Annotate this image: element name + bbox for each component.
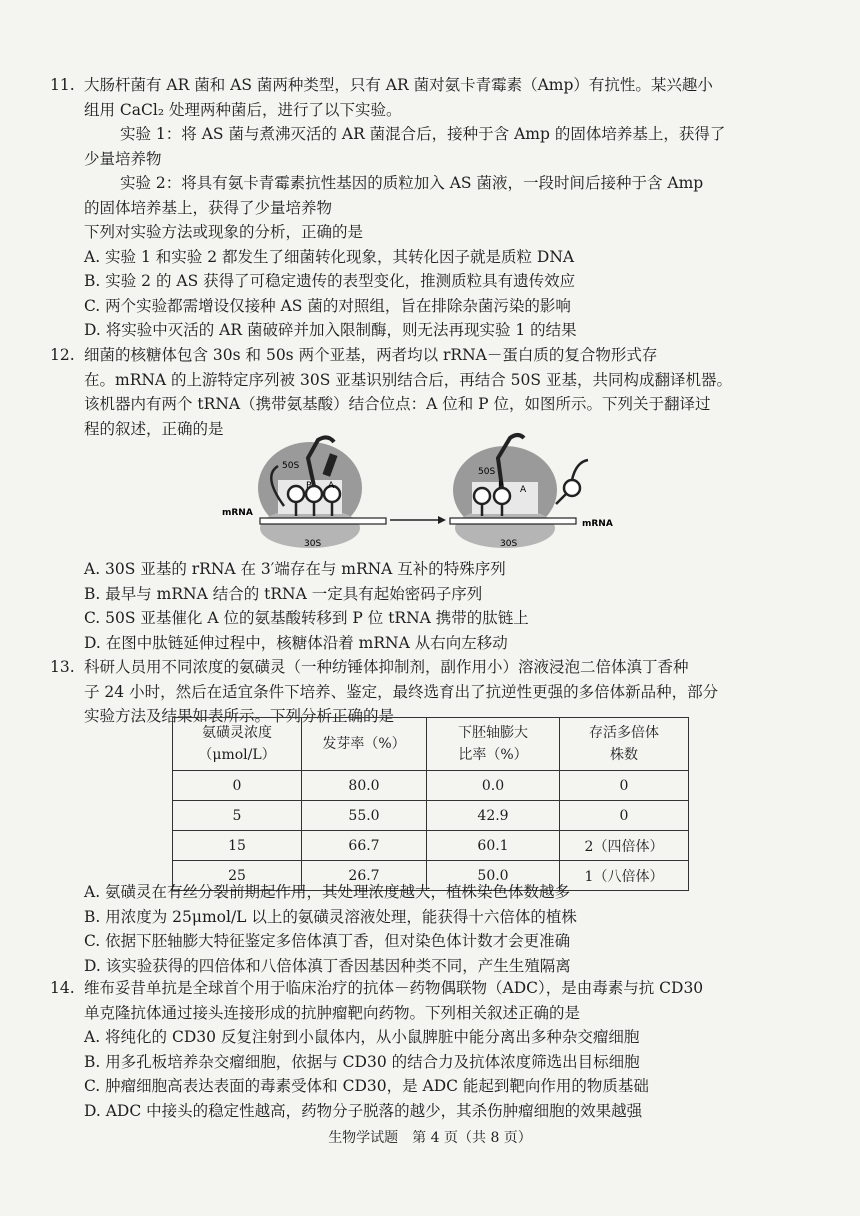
- label-p-site: P: [306, 481, 312, 491]
- option-b: B. 最早与 mRNA 结合的 tRNA 一定具有起始密码子序列: [84, 584, 483, 603]
- option-a: A. 将纯化的 CD30 反复注射到小鼠体内，从小鼠脾脏中能分离出多种杂交瘤细胞: [84, 1028, 640, 1046]
- table-cell: 0: [560, 771, 689, 801]
- label-50s: 50S: [478, 467, 496, 477]
- option-d: D. ADC 中接头的稳定性越高，药物分子脱落的越少，其杀伤肿瘤细胞的效果越强: [84, 1101, 643, 1120]
- label-50s: 50S: [282, 461, 300, 471]
- trna-loop: [288, 486, 304, 502]
- table-cell: 26.7: [302, 861, 427, 891]
- column-header: 发芽率（%）: [302, 718, 427, 771]
- table-cell: 66.7: [302, 831, 427, 861]
- option-b: B. 实验 2 的 AS 获得了可稳定遗传的表型变化，推测质粒具有遗传效应: [84, 272, 576, 290]
- label-a-site: A: [520, 485, 527, 495]
- question-12-options: [50, 557, 790, 655]
- question-number: 12.: [50, 346, 75, 364]
- ribosome-left: [258, 437, 362, 549]
- table-cell: 15: [173, 831, 302, 861]
- option-a: A. 实验 1 和实验 2 都发生了细菌转化现象，其转化因子就是质粒 DNA: [84, 247, 575, 266]
- option-d: D. 将实验中灭活的 AR 菌破碎并加入限制酶，则无法再现实验 1 的结果: [84, 321, 577, 339]
- option-d: D. 在图中肽链延伸过程中，核糖体沿着 mRNA 从右向左移动: [84, 633, 508, 652]
- trna-stem: [556, 494, 566, 504]
- experiment-1-text: 实验 1：将 AS 菌与煮沸灭活的 AR 菌混合后，接种于含 Amp 的固体培养基上，获得了: [120, 125, 726, 143]
- label-p-site: P: [498, 481, 504, 491]
- table-cell: 0.0: [427, 771, 560, 801]
- results-table: [172, 717, 689, 891]
- question-number: 13.: [50, 658, 75, 676]
- option-c: C. 50S 亚基催化 A 位的氨基酸转移到 P 位 tRNA 携带的肽链上: [84, 609, 529, 627]
- label-30s: 30S: [304, 539, 322, 549]
- experiment-2-text: 实验 2：将具有氨卡青霉素抗性基因的质粒加入 AS 菌液，一段时间后接种于含 Amp: [120, 174, 704, 192]
- column-header: 氨磺灵浓度 （μmol/L）: [173, 718, 302, 771]
- question-stem: 组用 CaCl₂ 处理两种菌后，进行了以下实验。: [84, 100, 402, 119]
- question-11: [50, 73, 790, 343]
- question-stem: 大肠杆菌有 AR 菌和 AS 菌两种类型，只有 AR 菌对氨卡青霉素（Amp）有抗性。某兴趣小: [84, 76, 713, 94]
- table-row: [173, 771, 689, 801]
- label-a-site: A: [328, 481, 335, 491]
- table-cell: 42.9: [427, 801, 560, 831]
- page-footer: 生物学试题 第 4 页（共 8 页）: [328, 1130, 532, 1146]
- question-stem: 程的叙述，正确的是: [84, 419, 224, 438]
- option-c: C. 依据下胚轴膨大特征鉴定多倍体滇丁香，但对染色体计数才会更准确: [84, 932, 571, 950]
- question-prompt: 下列对实验方法或现象的分析，正确的是: [84, 223, 364, 241]
- column-header: 存活多倍体 株数: [560, 718, 689, 771]
- table-row: [173, 801, 689, 831]
- table-cell: 55.0: [302, 801, 427, 831]
- question-14: [50, 976, 790, 1123]
- option-c: C. 肿瘤细胞高表达表面的毒素受体和 CD30，是 ADC 能起到靶向作用的物质基础: [84, 1077, 649, 1095]
- column-header: 下胚轴膨大 比率（%）: [427, 718, 560, 771]
- experiment-2-text: 的固体培养基上，获得了少量培养物: [84, 198, 333, 217]
- table-cell: 5: [173, 801, 302, 831]
- question-number: 14.: [50, 979, 75, 997]
- arrow-icon: [390, 516, 446, 524]
- option-b: B. 用浓度为 25μmol/L 以上的氨磺灵溶液处理，能获得十六倍体的植株: [84, 907, 577, 926]
- table-cell: 0: [560, 801, 689, 831]
- question-13-options: [50, 880, 790, 978]
- table-cell: 60.1: [427, 831, 560, 861]
- table-cell: 25: [173, 861, 302, 891]
- question-stem: 维布妥昔单抗是全球首个用于临床治疗的抗体－药物偶联物（ADC），是由毒素与抗 CD30: [84, 979, 704, 997]
- question-12: [50, 343, 790, 441]
- table-cell: 2（四倍体）: [560, 831, 689, 861]
- question-stem: 科研人员用不同浓度的氨磺灵（一种纺锤体抑制剂，副作用小）溶液浸泡二倍体滇丁香种: [84, 658, 689, 676]
- question-stem: 该机器内有两个 tRNA（携带氨基酸）结合位点：A 位和 P 位，如图所示。下列关于翻译过: [84, 395, 711, 413]
- question-stem: 细菌的核糖体包含 30s 和 50s 两个亚基，两者均以 rRNA－蛋白质的复合物形式存: [84, 346, 658, 364]
- incoming-trna: [572, 460, 588, 480]
- table-cell: 1（八倍体）: [560, 861, 689, 891]
- option-b: B. 用多孔板培养杂交瘤细胞，依据与 CD30 的结合力及抗体浓度筛选出目标细胞: [84, 1052, 640, 1071]
- label-30s: 30S: [500, 539, 518, 549]
- experiment-1-text: 少量培养物: [84, 149, 162, 168]
- question-number: 11.: [50, 76, 75, 94]
- label-mrna: mRNA: [582, 519, 613, 529]
- question-stem: 在。mRNA 的上游特定序列被 30S 亚基识别结合后，再结合 50S 亚基，共同构成翻译机器。: [84, 370, 732, 389]
- option-d: D. 该实验获得的四倍体和八倍体滇丁香因基因种类不同，产生生殖隔离: [84, 956, 571, 975]
- table-cell: 80.0: [302, 771, 427, 801]
- ribosome-translation-figure: [220, 428, 620, 558]
- trna-loop: [474, 488, 490, 504]
- table-cell: 0: [173, 771, 302, 801]
- table-header-row: [173, 718, 689, 771]
- question-stem: 单克隆抗体通过接头连接形成的抗肿瘤靶向药物。下列相关叙述正确的是: [84, 1003, 581, 1022]
- ribosome-right: [453, 435, 588, 549]
- question-stem: 子 24 小时，然后在适宜条件下培养、鉴定，最终选育出了抗逆性更强的多倍体新品种，部分: [84, 682, 719, 701]
- option-c: C. 两个实验都需增设仅接种 AS 菌的对照组，旨在排除杂菌污染的影响: [84, 296, 571, 315]
- option-a: A. 氨磺灵在有丝分裂前期起作用，其处理浓度越大，植株染色体数越多: [84, 883, 571, 901]
- trna-loop: [564, 480, 580, 496]
- table-cell: 50.0: [427, 861, 560, 891]
- option-a: A. 30S 亚基的 rRNA 在 3′端存在与 mRNA 互补的特殊序列: [84, 560, 506, 578]
- table-row: [173, 831, 689, 861]
- label-mrna: mRNA: [222, 508, 253, 518]
- question-stem: 实验方法及结果如表所示。下列分析正确的是: [84, 707, 395, 725]
